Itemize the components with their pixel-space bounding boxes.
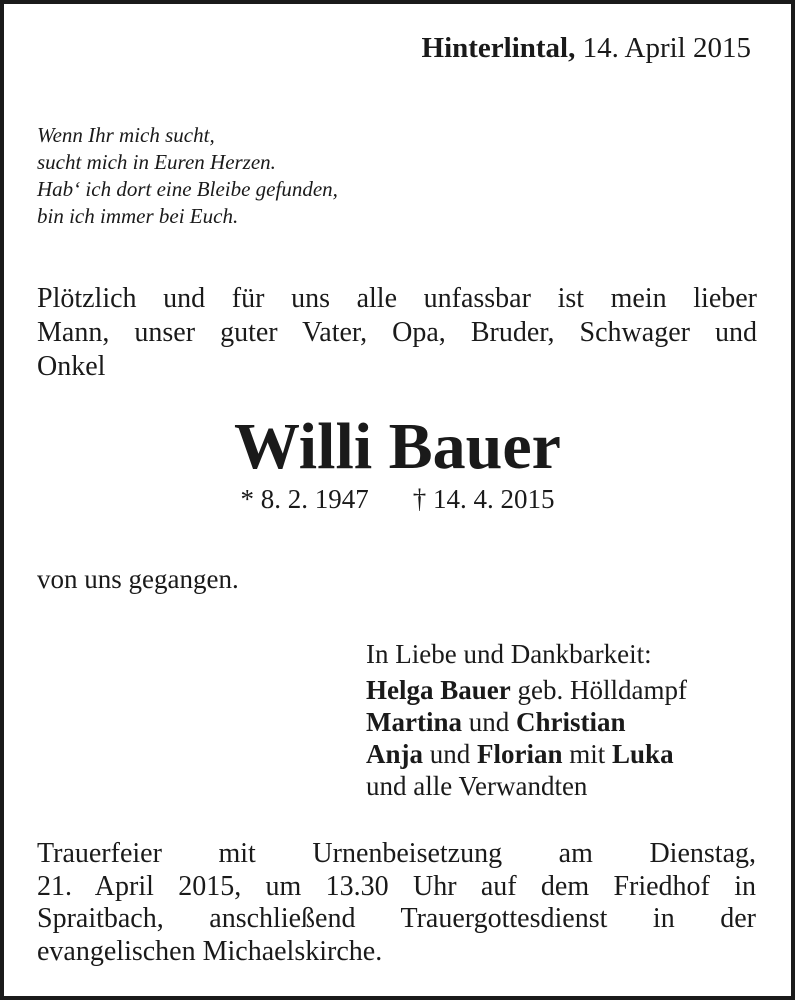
mourner-name: Florian bbox=[477, 739, 563, 769]
intro-line: Onkel bbox=[37, 351, 106, 382]
mourner-line: Helga Bauer geb. Hölldampf bbox=[366, 675, 687, 705]
poem-line: Hab‘ ich dort eine Bleibe gefunden, bbox=[37, 177, 338, 201]
mourner-line: Martina und Christian bbox=[366, 707, 626, 737]
poem-line: Wenn Ihr mich sucht, bbox=[37, 123, 215, 147]
passing-text: von uns gegangen. bbox=[37, 564, 239, 594]
mourners-heading: In Liebe und Dankbarkeit: bbox=[366, 639, 652, 669]
deceased-name: Willi Bauer bbox=[234, 410, 561, 483]
funeral-line: Spraitbach, anschließend Trauergottesdienst in der bbox=[37, 903, 756, 934]
birth-date: * 8. 2. 1947 bbox=[240, 484, 369, 514]
mourner-name: Martina bbox=[366, 707, 462, 737]
poem-line: sucht mich in Euren Herzen. bbox=[37, 150, 276, 174]
notice-date: 14. April 2015 bbox=[582, 32, 751, 64]
mourner-name: Anja bbox=[366, 739, 424, 769]
intro-line: Plötzlich und für uns alle unfassbar ist mein lieber bbox=[37, 283, 757, 314]
life-dates bbox=[0, 482, 795, 516]
funeral-info bbox=[37, 838, 756, 968]
intro-text bbox=[37, 282, 757, 384]
dateline bbox=[422, 32, 751, 64]
poem-line: bin ich immer bei Euch. bbox=[37, 204, 239, 228]
mourner-name: Luka bbox=[612, 739, 674, 769]
mourner-line: und alle Verwandten bbox=[366, 771, 588, 801]
mourners-block bbox=[366, 638, 687, 802]
funeral-line: 21. April 2015, um 13.30 Uhr auf dem Friedhof in bbox=[37, 870, 756, 902]
funeral-line: evangelischen Michaelskirche. bbox=[37, 935, 383, 967]
mourner-name: Helga Bauer bbox=[366, 675, 511, 705]
funeral-line: Trauerfeier mit Urnenbeisetzung am Dienstag, bbox=[37, 838, 756, 869]
death-date: † 14. 4. 2015 bbox=[412, 484, 555, 514]
mourner-line: Anja und Florian mit Luka bbox=[366, 739, 674, 769]
place-name: Hinterlintal, bbox=[421, 32, 576, 64]
poem bbox=[37, 122, 338, 230]
mourner-name: Christian bbox=[515, 707, 626, 737]
intro-line: Mann, unser guter Vater, Opa, Bruder, Schwager und bbox=[37, 317, 757, 348]
